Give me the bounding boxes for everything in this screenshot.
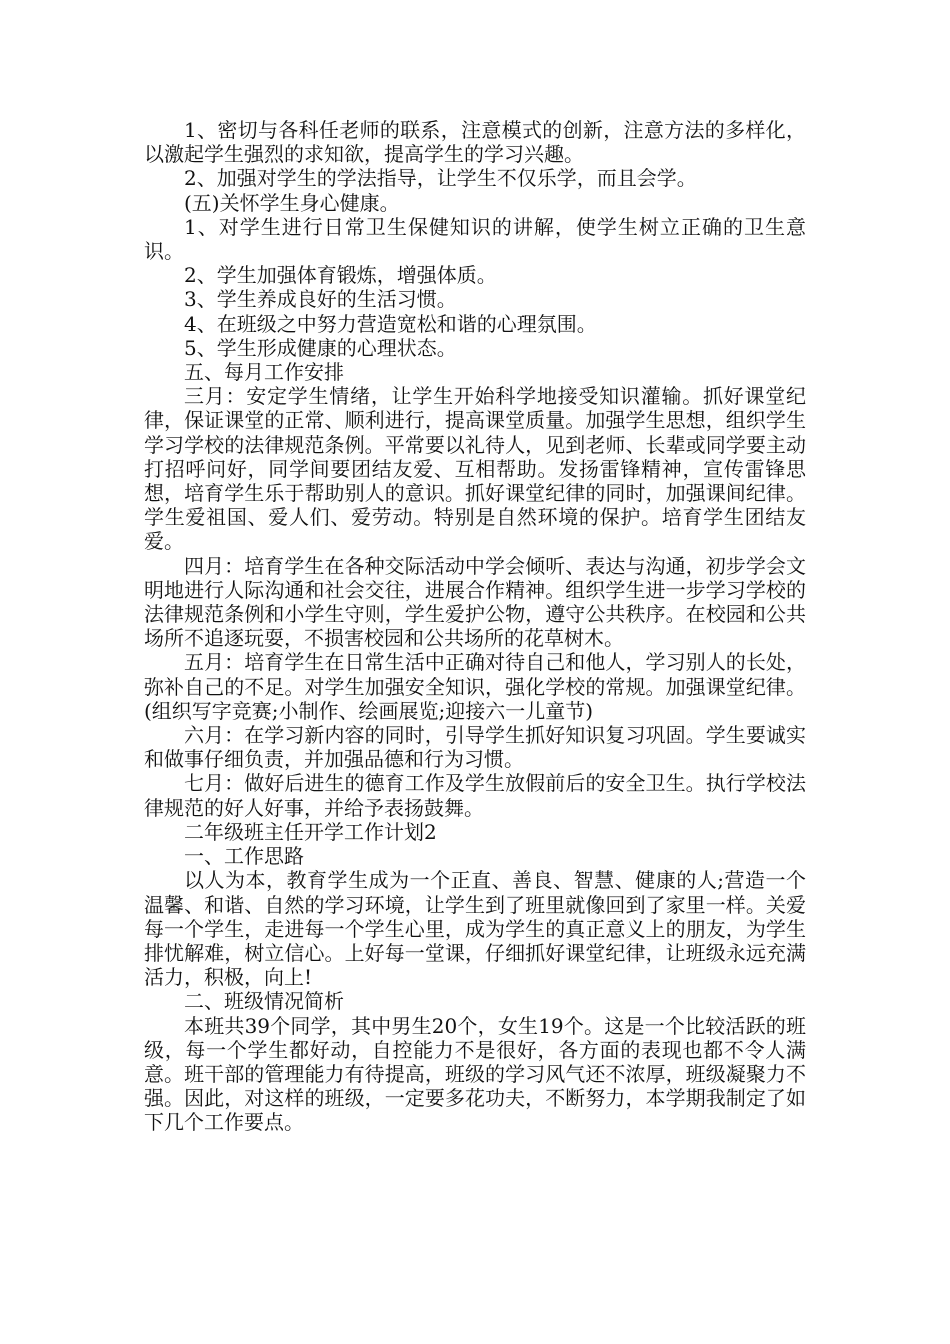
document-body (144, 118, 806, 1135)
document-title-plan-2: 二年级班主任开学工作计划2 (184, 819, 437, 844)
paragraph-may: 五月：培育学生在日常生活中正确对待自己和他人，学习别人的长处，弥补自己的不足。对学生加强安全知识，强化学校的常规。加强课堂纪律。(组织写字竞赛;小制作、绘画展览;迎接六一儿童节) (144, 650, 806, 723)
paragraph-april: 四月：培育学生在各种交际活动中学会倾听、表达与沟通，初步学会文明地进行人际沟通和社会交往，进展合作精神。组织学生进一步学习学校的法律规范条例和小学生守则，学生爱护公物，遵守公共秩序。在校园和公共场所不追逐玩耍，不损害校园和公共场所的花草树木。 (144, 553, 806, 651)
paragraph-study-guidance: 2、加强对学生的学法指导，让学生不仅乐学，而且会学。 (184, 166, 697, 191)
paragraph-psychological-atmosphere: 4、在班级之中努力营造宽松和谐的心理氛围。 (184, 311, 597, 336)
paragraph-living-habits: 3、学生养成良好的生活习惯。 (184, 287, 457, 312)
paragraph-physical-exercise: 2、学生加强体育锻炼，增强体质。 (184, 263, 497, 288)
paragraph-class-analysis: 本班共39个同学，其中男生20个，女生19个。这是一个比较活跃的班级，每一个学生都好动，自控能力不是很好，各方面的表现也都不令人满意。班干部的管理能力有待提高，班级的学习风气还不浓厚，班级凝聚力不强。因此，对这样的班级，一定要多花功夫，不断努力，本学期我制定了如下几个工作要点。 (144, 1013, 806, 1135)
paragraph-work-ideas: 以人为本，教育学生成为一个正直、善良、智慧、健康的人;营造一个温馨、和谐、自然的学习环境，让学生到了班里就像回到了家里一样。关爱每一个学生，走进每一个学生心里，成为学生的真正意义上的朋友，为学生排忧解难，树立信心。上好每一堂课，仔细抓好课堂纪律，让班级永远充满活力，积极，向上! (144, 868, 806, 990)
section-heading-class-analysis: 二、班级情况简析 (184, 989, 344, 1014)
section-heading-health: (五)关怀学生身心健康。 (184, 190, 400, 215)
section-heading-monthly-plan: 五、每月工作安排 (184, 360, 344, 385)
paragraph-july: 七月：做好后进生的德育工作及学生放假前后的安全卫生。执行学校法律规范的好人好事，并给予表扬鼓舞。 (144, 771, 806, 820)
paragraph-hygiene-knowledge: 1、对学生进行日常卫生保健知识的讲解，使学生树立正确的卫生意识。 (144, 214, 806, 264)
paragraph-liaison-teachers: 1、密切与各科任老师的联系，注意模式的创新，注意方法的多样化，以激起学生强烈的求知欲，提高学生的学习兴趣。 (144, 118, 806, 167)
paragraph-march: 三月：安定学生情绪，让学生开始科学地接受知识灌输。抓好课堂纪律，保证课堂的正常、顺利进行，提高课堂质量。加强学生思想，组织学生学习学校的法律规范条例。平常要以礼待人，见到老师、长辈或同学要主动打招呼问好，同学间要团结友爱、互相帮助。发扬雷锋精神，宣传雷锋思想，培育学生乐于帮助别人的意识。抓好课堂纪律的同时，加强课间纪律。学生爱祖国、爱人们、爱劳动。特别是自然环境的保护。培育学生团结友爱。 (144, 384, 806, 554)
paragraph-mental-state: 5、学生形成健康的心理状态。 (184, 335, 457, 360)
paragraph-june: 六月：在学习新内容的同时，引导学生抓好知识复习巩固。学生要诚实和做事仔细负责，并加强品德和行为习惯。 (144, 723, 806, 772)
section-heading-work-ideas: 一、工作思路 (184, 844, 304, 869)
